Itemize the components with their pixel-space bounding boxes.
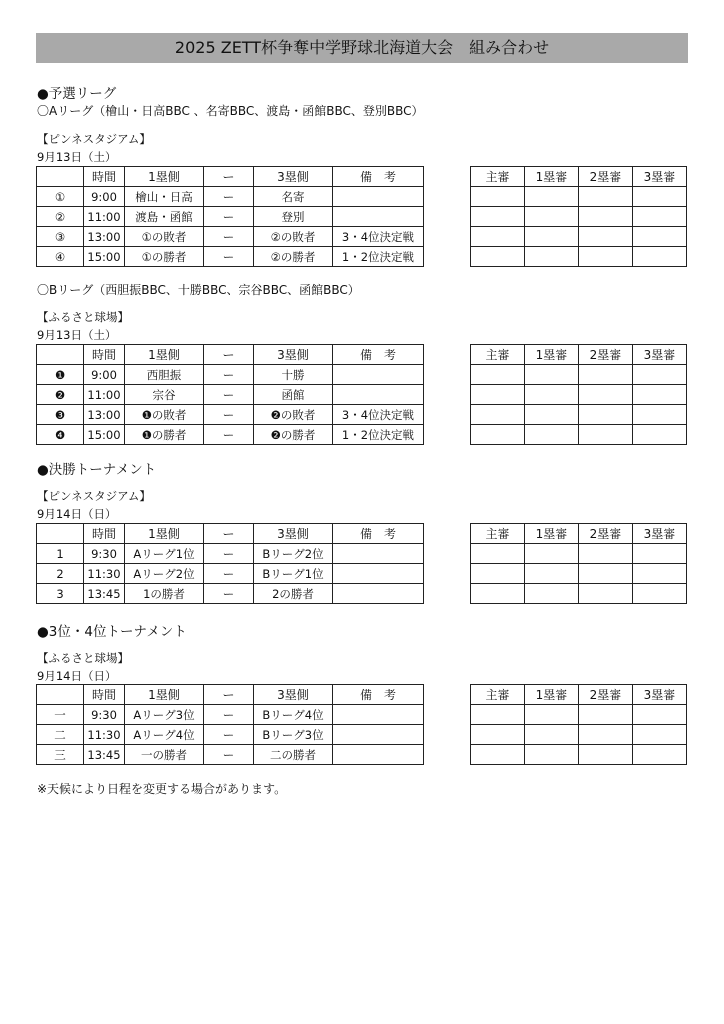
column-header: ー: [204, 685, 254, 705]
table-cell: ①の勝者: [125, 247, 204, 267]
umpire-cell: [633, 564, 687, 584]
column-header: 主審: [471, 345, 525, 365]
table-row: [471, 725, 687, 745]
umpire-table: [470, 344, 687, 445]
umpire-cell: [525, 207, 579, 227]
venue-label: 【ピンネスタジアム】: [37, 132, 151, 146]
umpire-cell: [525, 745, 579, 765]
table-cell: [333, 207, 424, 227]
table-row: [471, 745, 687, 765]
match-table: [36, 523, 424, 604]
table-cell: 1: [37, 544, 84, 564]
umpire-cell: [579, 207, 633, 227]
column-header: 備 考: [333, 167, 424, 187]
umpire-cell: [471, 405, 525, 425]
table-row: [37, 544, 424, 564]
umpire-cell: [579, 745, 633, 765]
umpire-cell: [525, 227, 579, 247]
umpire-cell: [579, 187, 633, 207]
umpire-cell: [633, 745, 687, 765]
table-cell: [333, 564, 424, 584]
umpire-cell: [633, 725, 687, 745]
table-cell: 1・2位決定戦: [333, 247, 424, 267]
umpire-cell: [525, 544, 579, 564]
table-row: [37, 227, 424, 247]
match-table: [36, 684, 424, 765]
table-header-row: [37, 524, 424, 544]
table-header-row: [37, 345, 424, 365]
table-row: [471, 705, 687, 725]
table-cell: 9:00: [84, 187, 125, 207]
table-cell: ❶の敗者: [125, 405, 204, 425]
table-cell: ー: [204, 725, 254, 745]
umpire-cell: [471, 207, 525, 227]
table-cell: ー: [204, 584, 254, 604]
table-cell: 11:00: [84, 385, 125, 405]
umpire-cell: [525, 365, 579, 385]
table-row: [37, 425, 424, 445]
table-cell: 函館: [254, 385, 333, 405]
umpire-cell: [471, 705, 525, 725]
table-cell: 檜山・日高: [125, 187, 204, 207]
table-cell: Aリーグ4位: [125, 725, 204, 745]
table-cell: 3: [37, 584, 84, 604]
section-heading: ●予選リーグ: [37, 86, 117, 102]
table-cell: 登別: [254, 207, 333, 227]
column-header: [37, 524, 84, 544]
table-row: [37, 247, 424, 267]
table-cell: ①の敗者: [125, 227, 204, 247]
column-header: 3塁側: [254, 345, 333, 365]
table-row: [471, 544, 687, 564]
table-row: [471, 247, 687, 267]
umpire-cell: [579, 564, 633, 584]
column-header: 時間: [84, 685, 125, 705]
table-cell: Aリーグ3位: [125, 705, 204, 725]
table-cell: ❷の勝者: [254, 425, 333, 445]
table-cell: [333, 385, 424, 405]
umpire-cell: [579, 544, 633, 564]
umpire-cell: [471, 745, 525, 765]
umpire-cell: [633, 544, 687, 564]
venue-label: 【ふるさと球場】: [37, 310, 129, 324]
page-title: 2025 ZETT杯争奪中学野球北海道大会 組み合わせ: [36, 33, 688, 63]
table-cell: 渡島・函館: [125, 207, 204, 227]
column-header: 時間: [84, 167, 125, 187]
table-cell: ー: [204, 564, 254, 584]
umpire-cell: [471, 425, 525, 445]
column-header: 3塁側: [254, 685, 333, 705]
table-cell: Bリーグ3位: [254, 725, 333, 745]
date-label: 9月13日（土）: [37, 150, 117, 164]
umpire-cell: [525, 385, 579, 405]
date-label: 9月14日（日）: [37, 507, 117, 521]
umpire-cell: [471, 365, 525, 385]
table-row: [471, 405, 687, 425]
match-table: [36, 344, 424, 445]
column-header: 1塁審: [525, 167, 579, 187]
table-row: [37, 207, 424, 227]
column-header: 主審: [471, 685, 525, 705]
umpire-cell: [471, 544, 525, 564]
league-label: 〇Aリーグ（檜山・日高BBC 、名寄BBC、渡島・函館BBC、登別BBC）: [37, 104, 424, 118]
date-label: 9月14日（日）: [37, 669, 117, 683]
date-label: 9月13日（土）: [37, 328, 117, 342]
table-cell: 15:00: [84, 425, 125, 445]
umpire-cell: [633, 385, 687, 405]
umpire-cell: [471, 385, 525, 405]
umpire-cell: [525, 725, 579, 745]
table-row: [471, 207, 687, 227]
umpire-cell: [525, 584, 579, 604]
table-cell: ー: [204, 365, 254, 385]
table-cell: [333, 544, 424, 564]
column-header: 3塁側: [254, 167, 333, 187]
table-cell: 3・4位決定戦: [333, 227, 424, 247]
column-header: 2塁審: [579, 167, 633, 187]
table-cell: Bリーグ2位: [254, 544, 333, 564]
table-header-row: [37, 167, 424, 187]
table-cell: 十勝: [254, 365, 333, 385]
table-cell: 13:45: [84, 584, 125, 604]
venue-label: 【ピンネスタジアム】: [37, 489, 151, 503]
column-header: [37, 167, 84, 187]
column-header: [37, 345, 84, 365]
section-heading: ●3位・4位トーナメント: [37, 624, 187, 640]
table-row: [37, 705, 424, 725]
table-cell: 名寄: [254, 187, 333, 207]
table-cell: ー: [204, 745, 254, 765]
table-cell: 11:30: [84, 725, 125, 745]
column-header: 2塁審: [579, 685, 633, 705]
column-header: 時間: [84, 345, 125, 365]
table-cell: 一の勝者: [125, 745, 204, 765]
table-cell: ❷: [37, 385, 84, 405]
column-header: ー: [204, 524, 254, 544]
table-cell: ②: [37, 207, 84, 227]
table-cell: ①: [37, 187, 84, 207]
umpire-cell: [525, 405, 579, 425]
umpire-cell: [579, 584, 633, 604]
umpire-cell: [633, 207, 687, 227]
footnote: ※天候により日程を変更する場合があります。: [37, 782, 287, 796]
column-header: 3塁側: [254, 524, 333, 544]
table-cell: ❶: [37, 365, 84, 385]
table-cell: 9:30: [84, 544, 125, 564]
column-header: ー: [204, 345, 254, 365]
column-header: 1塁側: [125, 167, 204, 187]
table-row: [37, 725, 424, 745]
table-cell: 13:00: [84, 227, 125, 247]
table-cell: 2: [37, 564, 84, 584]
column-header: 1塁審: [525, 685, 579, 705]
table-cell: 11:00: [84, 207, 125, 227]
column-header: [37, 685, 84, 705]
umpire-cell: [525, 425, 579, 445]
table-cell: ー: [204, 705, 254, 725]
table-cell: [333, 365, 424, 385]
umpire-cell: [471, 584, 525, 604]
table-header-row: [471, 345, 687, 365]
column-header: ー: [204, 167, 254, 187]
table-cell: ③: [37, 227, 84, 247]
table-cell: ー: [204, 425, 254, 445]
table-cell: ー: [204, 385, 254, 405]
table-cell: 13:00: [84, 405, 125, 425]
table-row: [471, 187, 687, 207]
umpire-cell: [633, 247, 687, 267]
table-cell: ❸: [37, 405, 84, 425]
column-header: 1塁側: [125, 345, 204, 365]
column-header: 備 考: [333, 524, 424, 544]
table-cell: ❹: [37, 425, 84, 445]
column-header: 2塁審: [579, 524, 633, 544]
column-header: 3塁審: [633, 524, 687, 544]
umpire-cell: [633, 705, 687, 725]
table-cell: ②の勝者: [254, 247, 333, 267]
umpire-table: [470, 166, 687, 267]
table-row: [37, 584, 424, 604]
table-cell: 9:30: [84, 705, 125, 725]
table-cell: 宗谷: [125, 385, 204, 405]
table-header-row: [37, 685, 424, 705]
umpire-cell: [471, 247, 525, 267]
table-cell: ー: [204, 187, 254, 207]
umpire-cell: [579, 705, 633, 725]
column-header: 1塁審: [525, 345, 579, 365]
table-cell: 13:45: [84, 745, 125, 765]
table-cell: 二の勝者: [254, 745, 333, 765]
column-header: 1塁審: [525, 524, 579, 544]
umpire-cell: [579, 365, 633, 385]
table-cell: 3・4位決定戦: [333, 405, 424, 425]
umpire-cell: [579, 725, 633, 745]
table-header-row: [471, 685, 687, 705]
column-header: 2塁審: [579, 345, 633, 365]
umpire-cell: [633, 187, 687, 207]
table-row: [37, 385, 424, 405]
match-table: [36, 166, 424, 267]
table-row: [471, 227, 687, 247]
umpire-cell: [579, 385, 633, 405]
umpire-cell: [633, 365, 687, 385]
table-cell: ー: [204, 227, 254, 247]
column-header: 主審: [471, 167, 525, 187]
table-cell: [333, 187, 424, 207]
table-cell: 一: [37, 705, 84, 725]
column-header: 1塁側: [125, 685, 204, 705]
column-header: 備 考: [333, 345, 424, 365]
table-row: [471, 584, 687, 604]
table-cell: Bリーグ1位: [254, 564, 333, 584]
umpire-cell: [471, 725, 525, 745]
table-header-row: [471, 167, 687, 187]
table-cell: Bリーグ4位: [254, 705, 333, 725]
umpire-cell: [471, 564, 525, 584]
table-row: [471, 385, 687, 405]
umpire-cell: [633, 405, 687, 425]
table-cell: 11:30: [84, 564, 125, 584]
column-header: 3塁審: [633, 345, 687, 365]
column-header: 3塁審: [633, 685, 687, 705]
umpire-cell: [633, 584, 687, 604]
table-cell: 西胆振: [125, 365, 204, 385]
column-header: 主審: [471, 524, 525, 544]
table-row: [37, 187, 424, 207]
table-cell: ❷の敗者: [254, 405, 333, 425]
umpire-cell: [633, 425, 687, 445]
umpire-cell: [579, 405, 633, 425]
umpire-table: [470, 523, 687, 604]
umpire-cell: [525, 247, 579, 267]
table-cell: 三: [37, 745, 84, 765]
table-row: [37, 365, 424, 385]
umpire-cell: [471, 227, 525, 247]
table-row: [37, 564, 424, 584]
table-cell: 9:00: [84, 365, 125, 385]
table-cell: ー: [204, 405, 254, 425]
table-cell: 二: [37, 725, 84, 745]
section-heading: ●決勝トーナメント: [37, 462, 157, 478]
umpire-cell: [579, 247, 633, 267]
umpire-cell: [633, 227, 687, 247]
table-cell: 1・2位決定戦: [333, 425, 424, 445]
table-row: [471, 564, 687, 584]
league-label: 〇Bリーグ（西胆振BBC、十勝BBC、宗谷BBC、函館BBC）: [37, 283, 360, 297]
table-row: [471, 425, 687, 445]
table-cell: ー: [204, 247, 254, 267]
table-row: [37, 745, 424, 765]
table-row: [37, 405, 424, 425]
column-header: 3塁審: [633, 167, 687, 187]
column-header: 1塁側: [125, 524, 204, 544]
table-cell: ④: [37, 247, 84, 267]
table-cell: Aリーグ2位: [125, 564, 204, 584]
umpire-cell: [525, 187, 579, 207]
table-header-row: [471, 524, 687, 544]
umpire-cell: [579, 227, 633, 247]
table-cell: [333, 725, 424, 745]
umpire-cell: [525, 705, 579, 725]
table-cell: Aリーグ1位: [125, 544, 204, 564]
table-cell: ー: [204, 544, 254, 564]
column-header: 備 考: [333, 685, 424, 705]
table-cell: ❶の勝者: [125, 425, 204, 445]
umpire-cell: [579, 425, 633, 445]
umpire-cell: [471, 187, 525, 207]
table-cell: [333, 705, 424, 725]
table-cell: 2の勝者: [254, 584, 333, 604]
column-header: 時間: [84, 524, 125, 544]
table-cell: 1の勝者: [125, 584, 204, 604]
table-cell: [333, 584, 424, 604]
table-cell: ②の敗者: [254, 227, 333, 247]
umpire-cell: [525, 564, 579, 584]
table-row: [471, 365, 687, 385]
table-cell: 15:00: [84, 247, 125, 267]
umpire-table: [470, 684, 687, 765]
venue-label: 【ふるさと球場】: [37, 651, 129, 665]
table-cell: [333, 745, 424, 765]
table-cell: ー: [204, 207, 254, 227]
